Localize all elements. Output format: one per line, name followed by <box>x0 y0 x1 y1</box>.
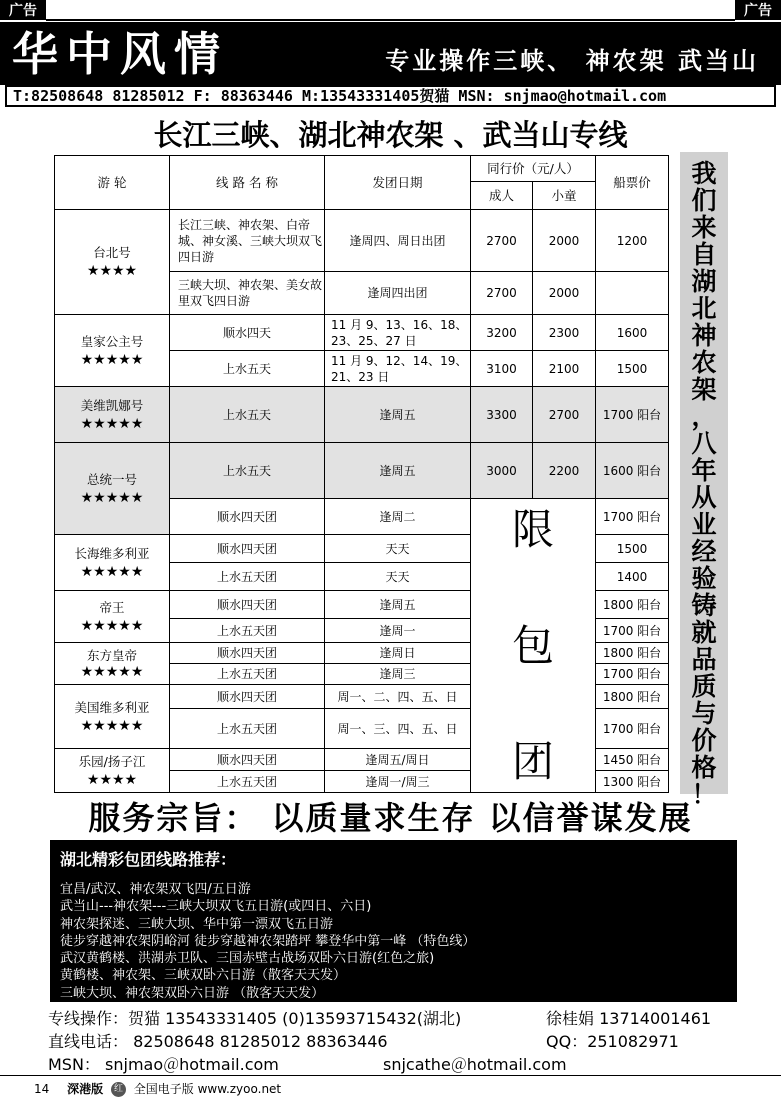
edition-label: 深港版 <box>67 1082 104 1096</box>
ticket-price: 1300 阳台 <box>596 771 669 793</box>
ticket-price: 1200 <box>596 210 669 272</box>
vertical-slogan-char: 从 <box>691 483 717 512</box>
route-price-table <box>54 155 669 793</box>
route-cell: 三峡大坝、神农架、美女故里双飞四日游 <box>170 272 325 315</box>
ticket-price: 1500 <box>596 535 669 563</box>
ad-label-right: 广告 <box>735 0 781 20</box>
route-cell: 长江三峡、神农架、白帝城、神女溪、三峡大坝双飞四日游 <box>170 210 325 272</box>
ship-name: 美维凯娜号 <box>80 397 144 413</box>
vertical-slogan-char: 八 <box>691 429 717 458</box>
star-rating: ★★★★★ <box>80 717 144 734</box>
limited-group-note <box>471 499 596 793</box>
list-item: 宜昌/武汉、神农架双飞四/五日游 <box>60 882 251 897</box>
child-price: 2700 <box>533 387 596 443</box>
route-cell: 上水五天 <box>170 387 325 443</box>
departure-cell: 逢周五 <box>325 387 471 443</box>
departure-cell: 逢周三 <box>325 664 471 685</box>
adult-price: 3200 <box>471 315 533 351</box>
footer-rule <box>0 1075 781 1076</box>
table-row <box>55 315 669 351</box>
route-cell: 顺水四天团 <box>170 591 325 619</box>
service-motto: 服务宗旨： 以质量求生存 以信誉谋发展 <box>88 799 693 837</box>
route-cell: 顺水四天团 <box>170 643 325 664</box>
ship-name: 帝王 <box>99 599 125 615</box>
departure-cell: 逢周五 <box>325 591 471 619</box>
main-title: 长江三峡、湖北神农架 、武当山专线 <box>153 118 628 152</box>
table-row <box>55 210 669 272</box>
list-item: 徒步穿越神农架阴峪河 徒步穿越神农架踏坪 攀登华中第一峰 （特色线） <box>60 933 476 949</box>
departure-cell: 逢周二 <box>325 499 471 535</box>
edition-badge-icon: 红 <box>111 1082 126 1097</box>
vertical-slogan-char: 价 <box>691 726 717 755</box>
table-row <box>55 443 669 499</box>
star-rating: ★★★★★ <box>80 617 144 634</box>
ship-cell <box>55 443 170 535</box>
route-cell: 上水五天团 <box>170 709 325 749</box>
route-cell: 上水五天团 <box>170 563 325 591</box>
header-departure: 发团日期 <box>325 156 471 210</box>
ticket-price <box>596 272 669 315</box>
child-price: 2000 <box>533 210 596 272</box>
limited-group-label: 限 包 团 <box>511 504 554 786</box>
ticket-price: 1600 <box>596 315 669 351</box>
ticket-price: 1450 阳台 <box>596 749 669 771</box>
departure-cell: 11 月 9、13、16、18、23、25、27 日 <box>325 315 471 351</box>
recommend-list <box>60 881 727 1002</box>
child-price: 2200 <box>533 443 596 499</box>
operator-contact: 专线操作：贺猫 13543331405 (0)13593715432(湖北) <box>48 1009 462 1028</box>
departure-cell: 周一、二、四、五、日 <box>325 685 471 709</box>
ticket-price: 1700 阳台 <box>596 499 669 535</box>
ticket-price: 1800 阳台 <box>596 591 669 619</box>
star-rating: ★★★★ <box>86 771 138 788</box>
page-number: 14 <box>34 1082 50 1096</box>
ad-label-left: 广告 <box>0 0 46 20</box>
header-ticket: 船票价 <box>596 156 669 210</box>
ship-name: 总统一号 <box>86 471 137 487</box>
header-route: 线 路 名 称 <box>170 156 325 210</box>
ship-cell <box>55 535 170 591</box>
ticket-price: 1700 阳台 <box>596 387 669 443</box>
ship-name: 长海维多利亚 <box>74 545 150 561</box>
vertical-slogan-char: 就 <box>691 618 717 647</box>
route-cell: 顺水四天团 <box>170 749 325 771</box>
ship-cell <box>55 591 170 643</box>
route-cell: 顺水四天 <box>170 315 325 351</box>
contact-bar: T:82508648 81285012 F: 88363446 M:13543331405贺猫 MSN: snjmao@hotmail.com <box>5 85 776 107</box>
child-price: 2300 <box>533 315 596 351</box>
vertical-slogan-char: 我 <box>691 159 717 188</box>
site-label: 全国电子版 www.zyoo.net <box>133 1082 282 1096</box>
list-item: 三峡大坝、神农架双卧六日游 （散客天天发） <box>60 985 325 1001</box>
departure-cell: 逢周日 <box>325 643 471 664</box>
brand-title: 华中风情 <box>12 27 228 81</box>
ship-cell <box>55 643 170 685</box>
list-item: 武当山---神农架---三峡大坝双飞五日游(或四日、六日) <box>60 899 372 915</box>
page-footer <box>34 1081 281 1097</box>
ship-cell <box>55 210 170 315</box>
departure-cell: 逢周一/周三 <box>325 771 471 793</box>
departure-cell: 周一、三、四、五、日 <box>325 709 471 749</box>
ticket-price: 1800 阳台 <box>596 643 669 664</box>
departure-cell: 逢周四、周日出团 <box>325 210 471 272</box>
vertical-slogan-char: 湖 <box>691 267 717 296</box>
route-cell: 上水五天 <box>170 443 325 499</box>
ticket-price: 1500 <box>596 351 669 387</box>
child-price: 2000 <box>533 272 596 315</box>
vertical-slogan-char: 格 <box>691 753 717 782</box>
ship-cell <box>55 315 170 387</box>
route-cell: 上水五天 <box>170 351 325 387</box>
ship-name: 乐园/扬子江 <box>78 753 146 769</box>
route-cell: 上水五天团 <box>170 771 325 793</box>
contact-block <box>48 1007 748 1076</box>
ticket-price: 1600 阳台 <box>596 443 669 499</box>
adult-price: 2700 <box>471 210 533 272</box>
header-peer-price: 同行价（元/人） <box>471 156 596 182</box>
qq-contact: QQ：251082971 <box>546 1032 679 1051</box>
departure-cell: 逢周一 <box>325 619 471 643</box>
recommend-box <box>50 840 737 1002</box>
star-rating: ★★★★★ <box>80 489 144 506</box>
vertical-slogan-char: 验 <box>691 564 717 593</box>
adult-price: 2700 <box>471 272 533 315</box>
adult-price: 3000 <box>471 443 533 499</box>
vertical-slogan-char: 农 <box>691 348 717 377</box>
ship-cell <box>55 387 170 443</box>
adult-price: 3100 <box>471 351 533 387</box>
vertical-slogan-char: ， <box>691 402 717 431</box>
departure-cell: 逢周五 <box>325 443 471 499</box>
ticket-price: 1700 阳台 <box>596 709 669 749</box>
second-operator-contact: 徐桂娟 13714001461 <box>546 1009 712 1028</box>
vertical-slogan-char: 品 <box>691 645 717 674</box>
departure-cell: 天天 <box>325 563 471 591</box>
child-price: 2100 <box>533 351 596 387</box>
vertical-slogan-char: 经 <box>691 537 717 566</box>
msn-contact-secondary: snjcathe＠hotmail.com <box>383 1055 567 1074</box>
vertical-slogan-char: 年 <box>691 456 717 485</box>
ticket-price: 1800 阳台 <box>596 685 669 709</box>
departure-cell: 11 月 9、12、14、19、21、23 日 <box>325 351 471 387</box>
header-slogan: 专业操作三峡、 神农架 武当山 <box>385 47 759 75</box>
star-rating: ★★★★ <box>86 263 138 279</box>
vertical-slogan-char: 业 <box>691 510 717 539</box>
vertical-slogan <box>680 152 728 809</box>
top-rule <box>46 19 735 21</box>
star-rating: ★★★★★ <box>80 351 144 368</box>
star-rating: ★★★★★ <box>80 663 144 680</box>
direct-phone: 直线电话： 82508648 81285012 88363446 <box>48 1032 388 1051</box>
departure-cell: 逢周五/周日 <box>325 749 471 771</box>
ship-cell <box>55 749 170 793</box>
msn-contact: MSN： snjmao＠hotmail.com <box>48 1055 279 1074</box>
route-cell: 上水五天团 <box>170 619 325 643</box>
route-cell: 顺水四天团 <box>170 685 325 709</box>
ship-name: 美国维多利亚 <box>74 699 150 715</box>
star-rating: ★★★★★ <box>80 563 144 580</box>
vertical-slogan-char: 与 <box>691 699 717 728</box>
list-item: 武汉黄鹤楼、洪湖赤卫队、三国赤壁古战场双卧六日游(红色之旅) <box>60 951 435 967</box>
list-item: 神农架探迷、三峡大坝、华中第一漂双飞五日游 <box>60 916 334 932</box>
list-item: 黄鹤楼、神农架、三峡双卧六日游（散客天天发） <box>60 968 347 984</box>
route-cell: 顺水四天团 <box>170 535 325 563</box>
vertical-slogan-char: 质 <box>691 672 717 701</box>
vertical-slogan-char: 铸 <box>691 591 717 620</box>
vertical-slogan-char: 来 <box>691 213 717 242</box>
header-banner <box>0 22 781 85</box>
vertical-slogan-char: 们 <box>691 186 717 215</box>
ship-name: 皇家公主号 <box>80 333 144 349</box>
vertical-slogan-char: 北 <box>691 294 717 323</box>
ticket-price: 1700 阳台 <box>596 619 669 643</box>
departure-cell: 逢周四出团 <box>325 272 471 315</box>
route-cell: 顺水四天团 <box>170 499 325 535</box>
route-cell: 上水五天团 <box>170 664 325 685</box>
ticket-price: 1400 <box>596 563 669 591</box>
table-row <box>55 387 669 443</box>
header-child: 小童 <box>533 182 596 210</box>
header-adult: 成人 <box>471 182 533 210</box>
star-rating: ★★★★★ <box>80 415 144 432</box>
ship-name: 台北号 <box>93 245 131 260</box>
adult-price: 3300 <box>471 387 533 443</box>
header-ship: 游 轮 <box>55 156 170 210</box>
ticket-price: 1700 阳台 <box>596 664 669 685</box>
ship-cell <box>55 685 170 749</box>
vertical-slogan-char: 架 <box>691 375 717 404</box>
vertical-slogan-char: ！ <box>691 780 717 809</box>
departure-cell: 天天 <box>325 535 471 563</box>
vertical-slogan-char: 神 <box>691 321 717 350</box>
recommend-title: 湖北精彩包团线路推荐： <box>60 850 237 869</box>
vertical-slogan-char: 自 <box>691 240 717 269</box>
ship-name: 东方皇帝 <box>86 647 137 663</box>
